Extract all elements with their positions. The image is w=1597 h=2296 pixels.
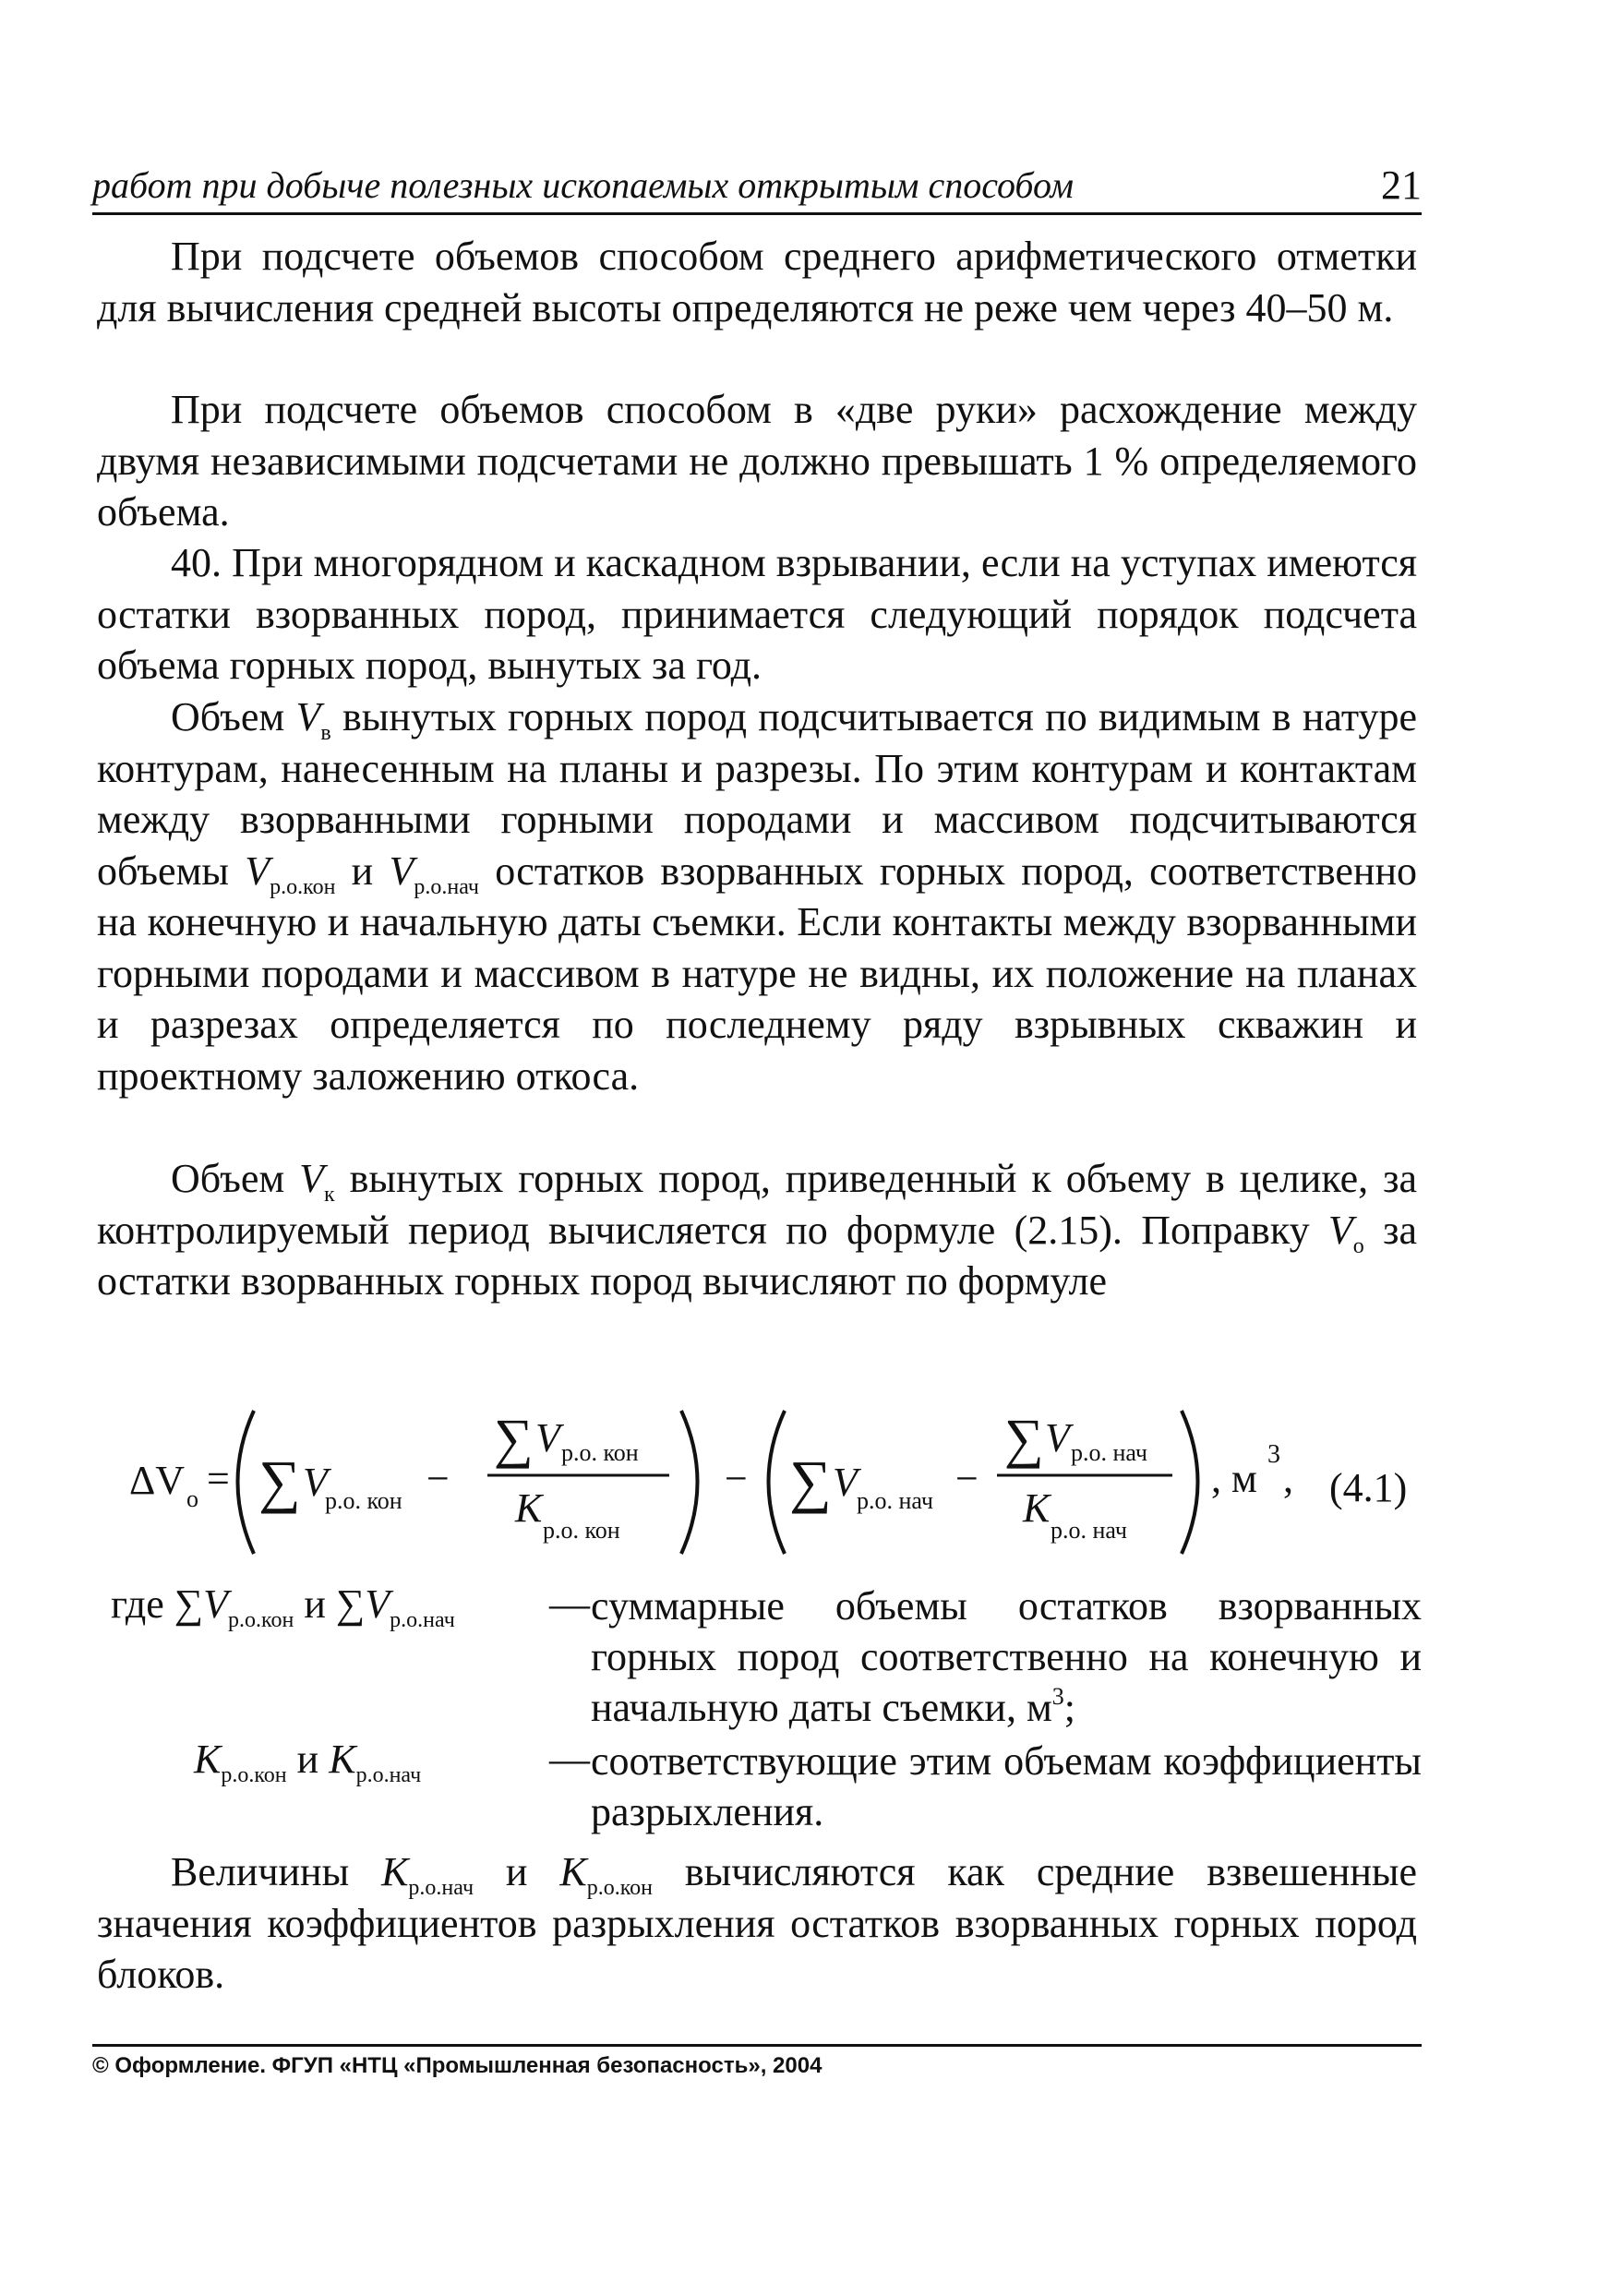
v-term-2: V	[833, 1460, 858, 1505]
definitions-block	[111, 1581, 1422, 1848]
paragraph-correction-volume: Объем $V_к$ вынутых горных пород, приведенный к объему в целике, за контролируемый период вычисляется по формуле (2.15). Поправку $V_о$ за остатки взорванных горных пород вычисляют по формуле	[97, 1156, 1417, 1304]
formula-unit: , м	[1211, 1456, 1257, 1501]
definition-term-2: $K_{р.о.кон}$ и $K_{р.о.нач}$	[194, 1737, 422, 1787]
formula-number: (4.1)	[1329, 1465, 1408, 1510]
running-header	[92, 155, 1422, 215]
k-frac-1: K	[515, 1485, 543, 1531]
formula-unit-comma: ,	[1283, 1456, 1293, 1501]
v-term-1: V	[303, 1460, 328, 1505]
minus-2: −	[725, 1456, 748, 1501]
paragraph-arithmetic-method: При подсчете объемов способом среднего арифметического отметки для вычисления средней высоты определяются не реже чем через 40–50 м.	[97, 234, 1417, 331]
sigma-frac-1: ∑	[494, 1408, 534, 1469]
paren-close-2	[1182, 1411, 1198, 1554]
sub-frac-2: р.о. нач	[1071, 1439, 1147, 1466]
formula-lhs-delta: ΔV	[129, 1458, 186, 1503]
paragraph-extracted-volume: Объем $V_в$ вынутых горных пород подсчитывается по видимым в натуре контурам, нанесенным на планы и разрезы. По этим контурам и контактам между взорванными горными породами и массивом подсчитываются объемы $V_{р.о.кон}$ и $V_{р.о.нач}$ остатков взорванных горных пород, соответственно на конечную и начальную даты съемки. Если контакты между взорванными горными породами и массивом в натуре не видны, их положение на планах и разрезах определяется по последнему ряду взрывных скважин и проектному заложению откоса.	[97, 694, 1418, 1099]
sub-term-2: р.о. нач	[857, 1487, 933, 1514]
copyright-footer: © Оформление. ФГУП «НТЦ «Промышленная безопасность», 2004	[92, 2053, 823, 2078]
paren-close-1	[681, 1411, 698, 1554]
sub-term-1: р.о. кон	[325, 1487, 402, 1514]
k-frac-2: K	[1023, 1485, 1051, 1531]
footer-rule	[92, 2044, 1422, 2047]
running-title: работ при добыче полезных ископаемых открытым способом	[92, 164, 1075, 206]
definition-term-1: где $\sum V_{р.о.кон}$ и $\sum V_{р.о.нач}$	[111, 1581, 455, 1632]
minus-3: −	[955, 1456, 979, 1501]
sub-k-frac-2: р.о. нач	[1051, 1517, 1127, 1544]
sigma-1: ∑	[258, 1449, 301, 1514]
v-frac-1: V	[535, 1415, 560, 1461]
paren-open-1	[238, 1411, 255, 1554]
paragraph-two-hands-method: При подсчете объемов способом в «две руки» расхождение между двумя независимыми подсчетами не должно превышать 1 % определяемого объема.	[97, 387, 1417, 535]
definition-text-1: суммарные объемы остатков взорванных горных пород соответственно на конечную и начальную даты съемки, $м^3$;	[591, 1583, 1422, 1730]
v-frac-2: V	[1045, 1415, 1070, 1461]
definition-dash-2: —	[549, 1737, 590, 1782]
paren-open-2	[769, 1411, 786, 1554]
sigma-2: ∑	[789, 1449, 832, 1514]
minus-1: −	[426, 1456, 450, 1501]
sigma-frac-2: ∑	[1004, 1408, 1044, 1469]
formula-unit-sup: 3	[1267, 1440, 1280, 1469]
sub-frac-1: р.о. кон	[561, 1439, 639, 1466]
page-number: 21	[1381, 162, 1422, 208]
paragraph-item-40: 40. При многорядном и каскадном взрывании, если на уступах имеются остатки взорванных пород, принимается следующий порядок подсчета объема горных пород, вынутых за год.	[97, 540, 1417, 688]
formula-4-1	[129, 1392, 1422, 1572]
sub-k-frac-1: р.о. кон	[543, 1517, 620, 1544]
definition-text-2: соответствующие этим объемам коэффициенты разрыхления.	[591, 1738, 1422, 1834]
paragraph-coefficients: Величины $K_{р.о.нач}$ и $K_{р.о.кон}$ вычисляются как средние взвешенные значения коэффициентов разрыхления остатков взорванных горных пород блоков.	[97, 1849, 1418, 1997]
formula-lhs-sub: о	[186, 1485, 198, 1512]
formula-equals: =	[207, 1456, 230, 1501]
definition-dash-1: —	[549, 1581, 590, 1627]
